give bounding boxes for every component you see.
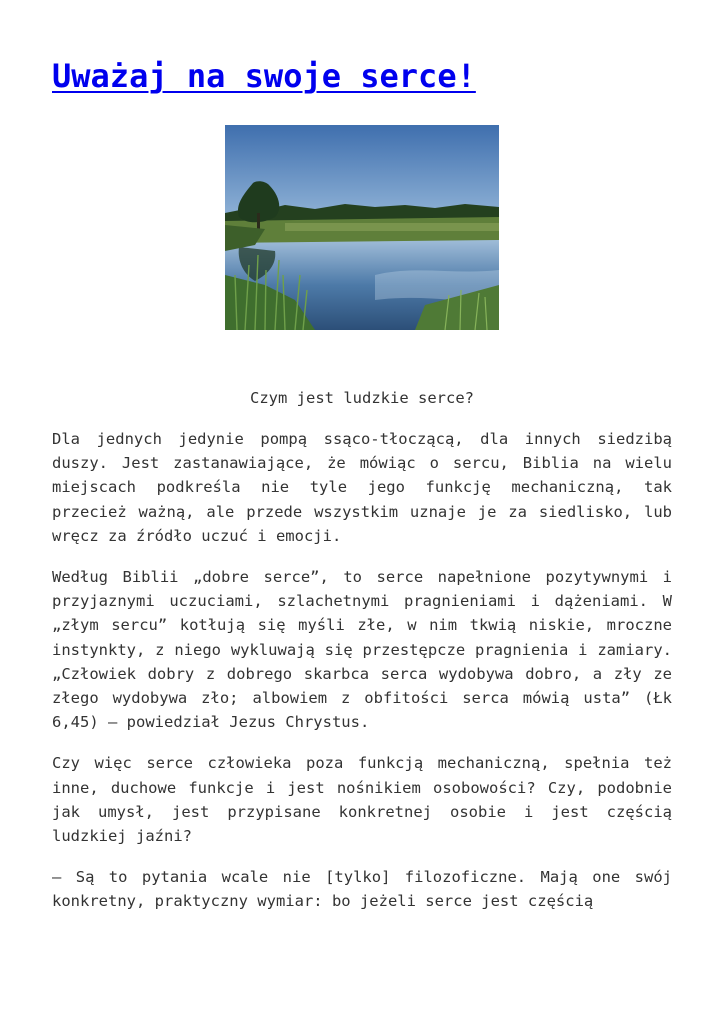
page-title <box>52 56 476 96</box>
section-subheading: Czym jest ludzkie serce? <box>250 389 474 407</box>
paragraph: – Są to pytania wcale nie [tylko] filozoficzne. Mają one swój konkretny, praktyczny wymiar: bo jeżeli serce jest częścią <box>52 868 672 911</box>
paragraph: Czy więc serce człowieka poza funkcją mechaniczną, spełnia też inne, duchowe funkcje i jest nośnikiem osobowości? Czy, podobnie jak umysł, jest przypisane konkretnej osobie i jest częścią ludzkiej jaźni? <box>52 754 672 846</box>
paragraph: Według Biblii „dobre serce”, to serce napełnione pozytywnymi i przyjaznymi uczuciami, szlachetnymi pragnieniami i dążeniami. W „złym sercu” kotłują się myśli złe, w nim tkwią niskie, mroczne instynkty, z niego wykluwają się przestępcze pragnienia i zamiary. „Człowiek dobry z dobrego skarbca serca wydobywa dobro, a zły ze złego wydobywa zło; albowiem z obfitości serca mówią usta” (Łk 6,45) – powiedział Jezus Chrystus. <box>52 568 672 732</box>
lake-landscape-image <box>225 125 499 330</box>
title-link[interactable]: Uważaj na swoje serce! <box>52 57 476 95</box>
paragraph: Dla jednych jedynie pompą ssąco-tłoczącą, dla innych siedzibą duszy. Jest zastanawiające, że mówiąc o sercu, Biblia na wielu miejscach podkreśla nie tyle jego funkcję mechaniczną, tak przecież ważną, ale przede wszystkim uznaje je za siedlisko, lub wręcz za źródło uczuć i emocji. <box>52 430 672 545</box>
article-body <box>52 427 672 931</box>
